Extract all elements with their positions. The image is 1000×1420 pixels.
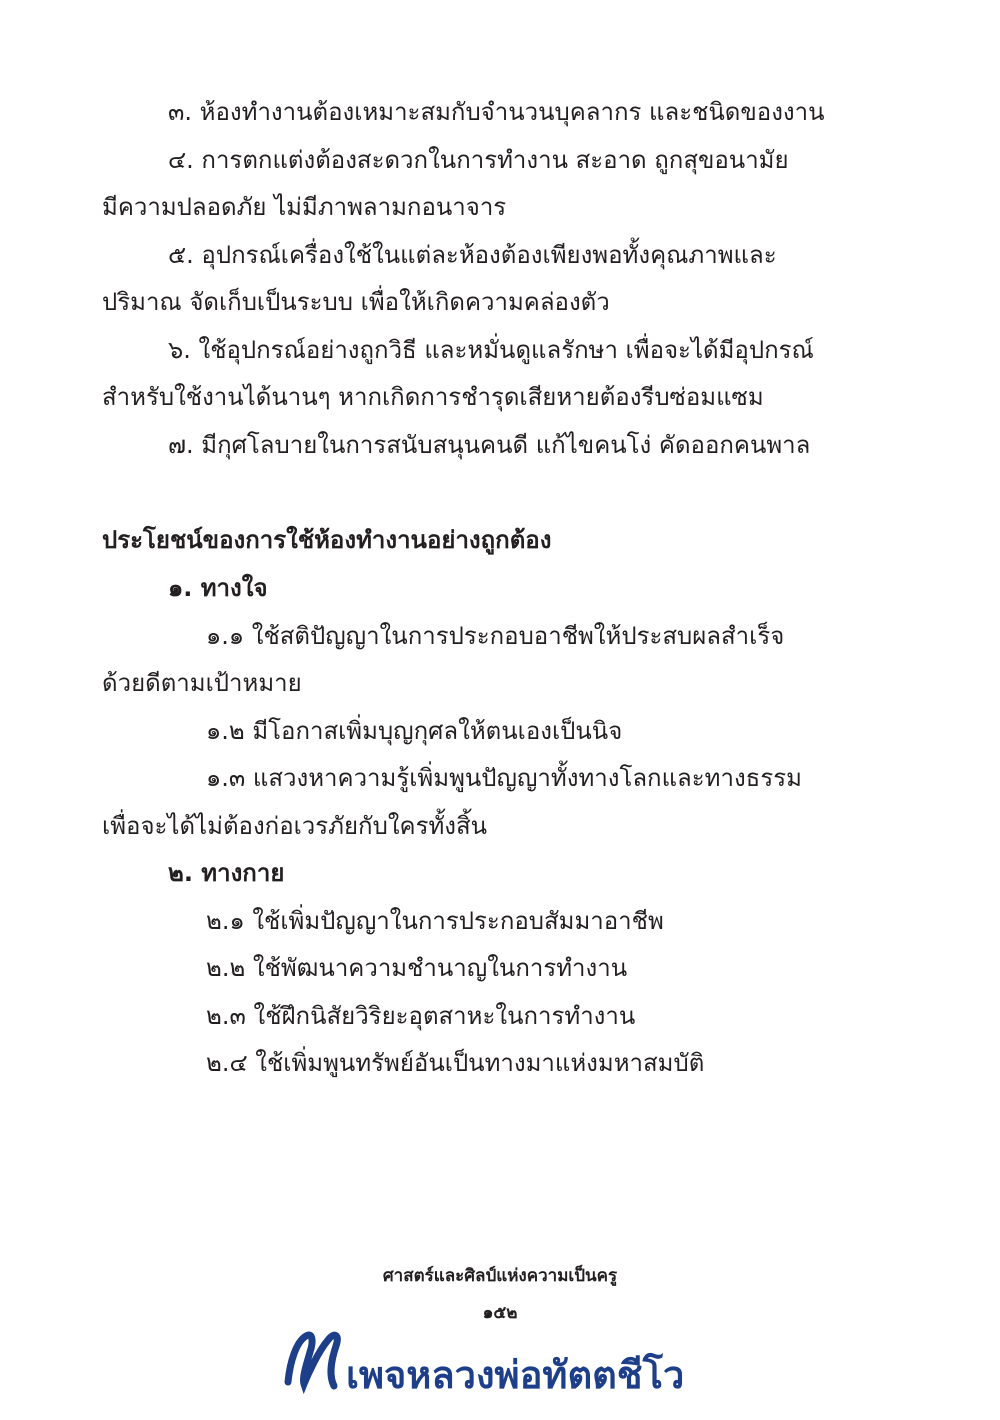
- brand-name: เพจหลวงพ่อทัตตชีโว: [346, 1353, 685, 1397]
- page-number: ๑๕๒: [482, 1303, 518, 1323]
- list-item-3: ๓. ห้องทำงานต้องเหมาะสมกับจำนวนบุคลากร และชนิดของงาน: [168, 98, 825, 126]
- list-item-4: ๔. การตกแต่งต้องสะดวกในการทำงาน สะอาด ถูกสุขอนามัย: [168, 146, 789, 174]
- subsection-heading-mind: ๑. ทางใจ: [168, 574, 268, 602]
- list-item-6: ๖. ใช้อุปกรณ์อย่างถูกวิธี และหมั่นดูแลรักษา เพื่อจะได้มีอุปกรณ์: [168, 336, 814, 364]
- subsection-1-item-1: ๑.๑ ใช้สติปัญญาในการประกอบอาชีพให้ประสบผลสำเร็จ: [206, 622, 785, 650]
- book-title: ศาสตร์และศิลป์แห่งความเป็นครู: [382, 1266, 618, 1286]
- subsection-1-item-1-continuation: ด้วยดีตามเป้าหมาย: [102, 669, 302, 697]
- list-item-6-continuation: สำหรับใช้งานได้นานๆ หากเกิดการชำรุดเสียหายต้องรีบซ่อมแซม: [102, 383, 764, 411]
- subsection-heading-body: ๒. ทางกาย: [168, 859, 285, 887]
- list-item-5: ๕. อุปกรณ์เครื่องใช้ในแต่ละห้องต้องเพียงพอทั้งคุณภาพและ: [168, 241, 777, 269]
- subsection-1-item-3-continuation: เพื่อจะได้ไม่ต้องก่อเวรภัยกับใครทั้งสิ้น: [102, 812, 488, 840]
- subsection-2-item-1: ๒.๑ ใช้เพิ่มปัญญาในการประกอบสัมมาอาชีพ: [206, 907, 664, 935]
- subsection-2-item-3: ๒.๓ ใช้ฝึกนิสัยวิริยะอุตสาหะในการทำงาน: [206, 1002, 636, 1030]
- section-heading: ประโยชน์ของการใช้ห้องทำงานอย่างถูกต้อง: [102, 526, 552, 554]
- subsection-1-item-2: ๑.๒ มีโอกาสเพิ่มบุญกุศลให้ตนเองเป็นนิจ: [206, 717, 623, 745]
- subsection-1-item-3: ๑.๓ แสวงหาความรู้เพิ่มพูนปัญญาทั้งทางโลกและทางธรรม: [206, 764, 802, 792]
- list-item-7: ๗. มีกุศโลบายในการสนับสนุนคนดี แก้ไขคนโง่ คัดออกคนพาล: [168, 431, 811, 459]
- brand-logo: [278, 1322, 728, 1398]
- subsection-2-item-4: ๒.๔ ใช้เพิ่มพูนทรัพย์อันเป็นทางมาแห่งมหาสมบัติ: [206, 1049, 705, 1077]
- list-item-5-continuation: ปริมาณ จัดเก็บเป็นระบบ เพื่อให้เกิดความคล่องตัว: [102, 288, 610, 316]
- subsection-2-item-2: ๒.๒ ใช้พัฒนาความชำนาญในการทำงาน: [206, 954, 628, 982]
- list-item-4-continuation: มีความปลอดภัย ไม่มีภาพลามกอนาจาร: [102, 193, 507, 221]
